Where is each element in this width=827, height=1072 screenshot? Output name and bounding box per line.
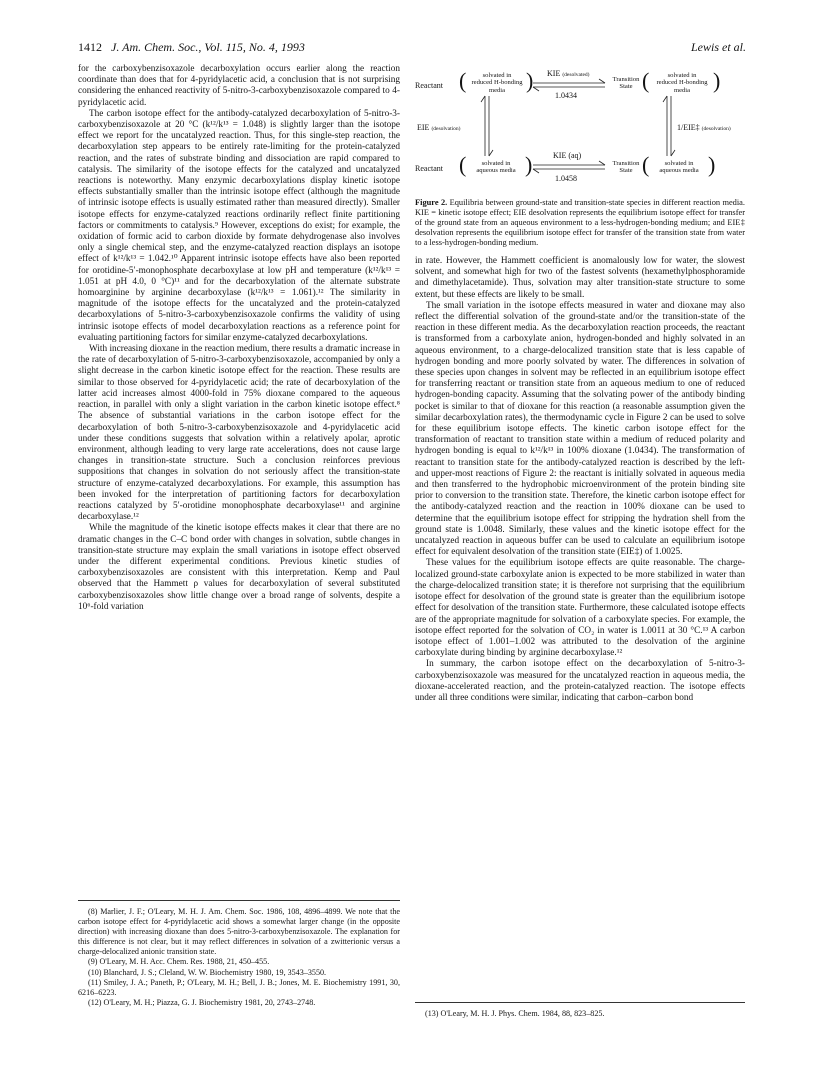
- caption-text: Equilibria between ground-state and transition-state species in different reaction media. KIE = kinetic isotope effect; EIE desolvation represents the equilibrium isotope effect for transfer of the ground state from an aqueous environment to a less-hydrogen-bonding medium; and EIE‡ desolvation represents the equilibrium isotope effect for transfer of the transition state from water to a less-hydrogen-bonding medium.: [415, 198, 745, 247]
- paren-close-icon: ): [525, 152, 533, 177]
- footnote: (9) O'Leary, M. H. Acc. Chem. Res. 1988, 21, 450–455.: [88, 957, 270, 967]
- kie-bottom-label: KIE (aq): [553, 151, 582, 160]
- footnote: (12) O'Leary, M. H.; Piazza, G. J. Biochemistry 1981, 20, 2743–2748.: [88, 997, 316, 1007]
- eie-right-sub: (desolvation): [701, 126, 731, 132]
- eie-left-text: EIE: [417, 123, 430, 132]
- figure-caption: [415, 198, 745, 248]
- footnotes-left: [78, 900, 400, 1008]
- kie-top-sub: (desolvated): [562, 72, 590, 78]
- eie-left-label: [417, 122, 460, 135]
- aqueous-media-right: [650, 160, 708, 175]
- paren-close-icon: ): [708, 152, 716, 177]
- left-paragraph: for the carboxybenzisoxazole decarboxylation occurs earlier along the reaction coordinate than does that for 4-pyridylacetic acid, a conclusion that is not surprising considering the enhanced reactivity of 5-nitro-3-carboxybenzisoxazole compared to 4-pyridylacetic acid.: [78, 64, 400, 108]
- journal-citation: J. Am. Chem. Soc., Vol. 115, No. 4, 1993: [111, 40, 305, 54]
- media-line: media: [488, 86, 506, 94]
- reduced-media-left: [466, 72, 528, 94]
- paren-close-icon: ): [526, 68, 534, 93]
- footnote: (13) O'Leary, M. H. J. Phys. Chem. 1984, 88, 823–825.: [425, 1009, 605, 1018]
- reduced-media-right: [649, 72, 715, 94]
- media-line: reduced H-bonding: [656, 79, 708, 87]
- footnote: (11) Smiley, J. A.; Paneth, P.; O'Leary, M. H.; Bell, J. B.; Jones, M. E. Biochemistry 1991, 30, 6216–6223.: [78, 977, 400, 997]
- kie-top-value: 1.0434: [555, 91, 577, 100]
- paren-close-icon: ): [713, 68, 721, 93]
- footnote: (10) Blanchard, J. S.; Cleland, W. W. Biochemistry 1980, 19, 3543–3550.: [88, 967, 327, 977]
- paren-open-icon: (: [459, 152, 467, 177]
- ts-line: Transition: [612, 76, 640, 83]
- reactant-bottom-label: Reactant: [415, 164, 443, 173]
- media-line: media: [673, 86, 691, 94]
- footnotes-right: [415, 1002, 745, 1019]
- eie-right-label: [677, 122, 731, 135]
- ts-line: Transition: [612, 160, 640, 167]
- media-line: aqueous media: [659, 167, 699, 175]
- kie-top-label: [547, 68, 590, 81]
- ts-bottom-label: [609, 160, 643, 175]
- ts-line: State: [619, 83, 633, 91]
- media-line: aqueous media: [476, 167, 516, 175]
- media-line: reduced H-bonding: [471, 79, 523, 87]
- right-paragraph: The small variation in the isotope effects measured in water and dioxane may also reflect the differential solvation of the ground-state and/or the transition-state of the reaction in these different media. As the decarboxylation reaction proceeds, the reactant is transformed from a carboxylate anion, hydrogen-bonded and highly solvated in an aqueous environment, to a charge-delocalized transition state that is less capable of hydrogen bonding and more poorly solvated by water. The differences in solvation of these species upon changes in solvent may be reflected in an equilibrium isotope effect for transferring reactant or transition state from an aqueous medium to one of reduced hydrogen-bonding capacity. Assuming that the solvating power of the antibody binding pocket is similar to that of dioxane for this reaction (a reasonable assumption given the similar decarboxylation rates), the thermodynamic cycle in Figure 2 can be used to solve for these equilibrium isotope effects. The kinetic carbon isotope effect for the transformation of reactant to transition state within a medium of reduced polarity and hydrogen bonding is equal to k¹²/k¹³ in 100% dioxane (1.0434). The transformation of reactant to transition state for the antibody-catalyzed reaction is described by the left- and upper-most reactions of Figure 2: the reactant is initially solvated in aqueous media and then transferred to the hydrophobic microenvironment of the protein binding site prior to conversion to the transition state. Therefore, the kinetic carbon isotope effect for the antibody-catalyzed reaction and the reaction in 100% dioxane can be used to determine that the equilibrium isotope effect for stripping the hydration shell from the ground state is 1.0048. Similarly, these values and the kinetic isotope effect for the uncatalyzed reaction in aqueous buffer can be used to calculate an equilibrium isotope effect for equivalent desolvation of the transition state (EIE‡) of 1.0025.: [415, 300, 745, 558]
- kie-top-text: KIE: [547, 69, 561, 78]
- figure-2-diagram: [415, 64, 745, 194]
- paren-open-icon: (: [642, 68, 650, 93]
- right-column: [415, 64, 745, 704]
- left-paragraph: With increasing dioxane in the reaction medium, there results a dramatic increase in the rate of decarboxylation of 5-nitro-3-carboxybenzisoxazole, accompanied by only a slight decrease in the carbon kinetic isotope effect for the reaction. These results are similar to those observed for 4-pyridylacetic acid; the rate of decarboxylation of the latter acid increases almost 4000-fold in 75% dioxane compared to the aqueous reaction, in parallel with only a slight variation in the carbon kinetic isotope effect.⁸ The absence of substantial variations in the carbon isotope effect for the decarboxylation of both 5-nitro-3-carboxybenzisoxazole and 4-pyridylacetic acid under these conditions suggests that solvation within a relatively apolar, aprotic environment, although leading to very large rate accelerations, does not cause large changes in transition-state structure. Such a conclusion reinforces previous suppositions that changes in solvation do not seriously affect the transition-state structure of enzyme-catalyzed decarboxylations. For example, this assumption has been invoked for the interpretation of partitioning factors for decarboxylation reactions catalyzed by 5′-orotidine monophosphate decarboxylase¹¹ and arginine decarboxylase.¹²: [78, 344, 400, 523]
- left-paragraph: While the magnitude of the kinetic isotope effects makes it clear that there are no dramatic changes in the C–C bond order with changes in solvation, subtle changes in transition-state structure may explain the small variations in isotope effect observed under the different experimental conditions. Previous kinetic studies of carboxybenzisoxazoles are consistent with this interpretation. Kemp and Paul observed that the Hammett ρ values for decarboxylation of several substituted carboxybenzisoxazoles show little change over a broad range of solvents, despite a 10⁶-fold variation: [78, 523, 400, 612]
- running-header: [78, 40, 746, 58]
- page-number: 1412: [78, 40, 102, 54]
- paren-open-icon: (: [459, 68, 467, 93]
- left-column: [78, 64, 400, 613]
- aqueous-media-left: [467, 160, 525, 175]
- header-authors: Lewis et al.: [690, 40, 746, 54]
- paren-open-icon: (: [642, 152, 650, 177]
- eie-left-sub: (desolvation): [431, 126, 461, 132]
- right-paragraph: In summary, the carbon isotope effect on the decarboxylation of 5-nitro-3-carboxybenzisoxazole was measured for the uncatalyzed reaction in aqueous media, the dioxane-accelerated reaction, and the protein-catalyzed reaction. The isotope effects under all three conditions were similar, indicating that carbon–carbon bond: [415, 659, 745, 703]
- media-line: solvated in: [481, 160, 511, 167]
- reactant-top-label: Reactant: [415, 81, 443, 90]
- left-paragraph: The carbon isotope effect for the antibody-catalyzed decarboxylation of 5-nitro-3-carboxybenzisoxazole at 20 °C (k¹²/k¹³ = 1.048) is slightly larger than the isotope effect we report for the uncatalyzed reaction. Thus, for this single-step reaction, the decarboxylation step appears to be entirely rate-limiting for the protein-catalyzed reaction, and the rates of substrate binding and dissociation are rapid compared to catalysis. The similarity of the isotope effects for the catalyzed and uncatalyzed reactions is noteworthy. Many enzymic decarboxylations display kinetic isotope effects substantially smaller than the intrinsic isotope effect (although the magnitude of intrinsic isotope effects is usually estimated rather than measured directly). Smaller isotope effects for enzyme-catalyzed reactions ordinarily reflect finite partitioning factors or commitments to catalysis.⁹ However, exceptions do exist; for example, the oxidation of formic acid to carbon dioxide by formate dehydrogenase also involves only a single chemical step, and the enzyme-catalyzed reaction displays an isotope effect of k¹²/k¹³ = 1.042.¹⁰ Apparent intrinsic isotope effects have also been reported for orotidine-5′-monophosphate decarboxylase at low pH and temperature (k¹²/k¹³ = 1.051 at pH 4.0, 0 °C)¹¹ and for the decarboxylation of the alternate substrate homoarginine by arginine decarboxylase (k¹²/k¹³ = 1.061).¹² The similarity in magnitude of the isotope effects for the uncatalyzed and the protein-catalyzed decarboxylations of 5-nitro-3-carboxybenzisoxazole confirms the validity of using intrinsic isotope effects of model decarboxylation reactions as a reference point for evaluating partitioning factors for similar enzyme-catalyzed decarboxylations.: [78, 108, 400, 343]
- media-line: solvated in: [667, 72, 697, 79]
- ts-top-label: [609, 76, 643, 91]
- right-paragraph: These values for the equilibrium isotope effects are quite reasonable. The charge-localized ground-state carboxylate anion is expected to be more stabilized in water than the charge-delocalized transition state; it is therefore not surprising that the equilibrium isotope effect for desolvation of the ground state is greater than the equilibrium isotope effect for desolvation of the transition state. Furthermore, these calculated isotope effects are of the appropriate magnitude for solvation of a carboxylate species. For example, the isotope effect reported for the solvation of CO₂ in water is 1.0011 at 30 °C.¹³ A carbon isotope effect of 1.001–1.002 was attributed to the desolvation of the arginine carboxylate during binding by arginine decarboxylase.¹²: [415, 558, 745, 659]
- right-paragraph: in rate. However, the Hammett coefficient is anomalously low for water, the slowest solvent, and somewhat high for two of the fastest solvents (hexamethylphosphoramide and dimethylacetamide). Thus, solvation may alter transition-state structure to some extent, but these effects are likely to be small.: [415, 256, 745, 300]
- header-left: [78, 40, 305, 55]
- eie-right-text: 1/EIE‡: [677, 123, 700, 132]
- media-line: solvated in: [482, 72, 512, 79]
- media-line: solvated in: [664, 160, 694, 167]
- kie-bottom-value: 1.0458: [555, 174, 577, 183]
- footnote: (8) Marlier, J. F.; O'Leary, M. H. J. Am. Chem. Soc. 1986, 108, 4896–4899. We note that the carbon isotope effect for 4-pyridylacetic acid shows a somewhat larger change (in the opposite direction) with increasing dioxane than does 5-nitro-3-carboxybenzisoxazole. The explanation for this difference is not clear, but it may reflect differences in solvation of a zwitterionic versus a charge-delocalized anionic transition state.: [78, 907, 400, 957]
- caption-label: Figure 2.: [415, 198, 448, 207]
- ts-line: State: [619, 167, 633, 175]
